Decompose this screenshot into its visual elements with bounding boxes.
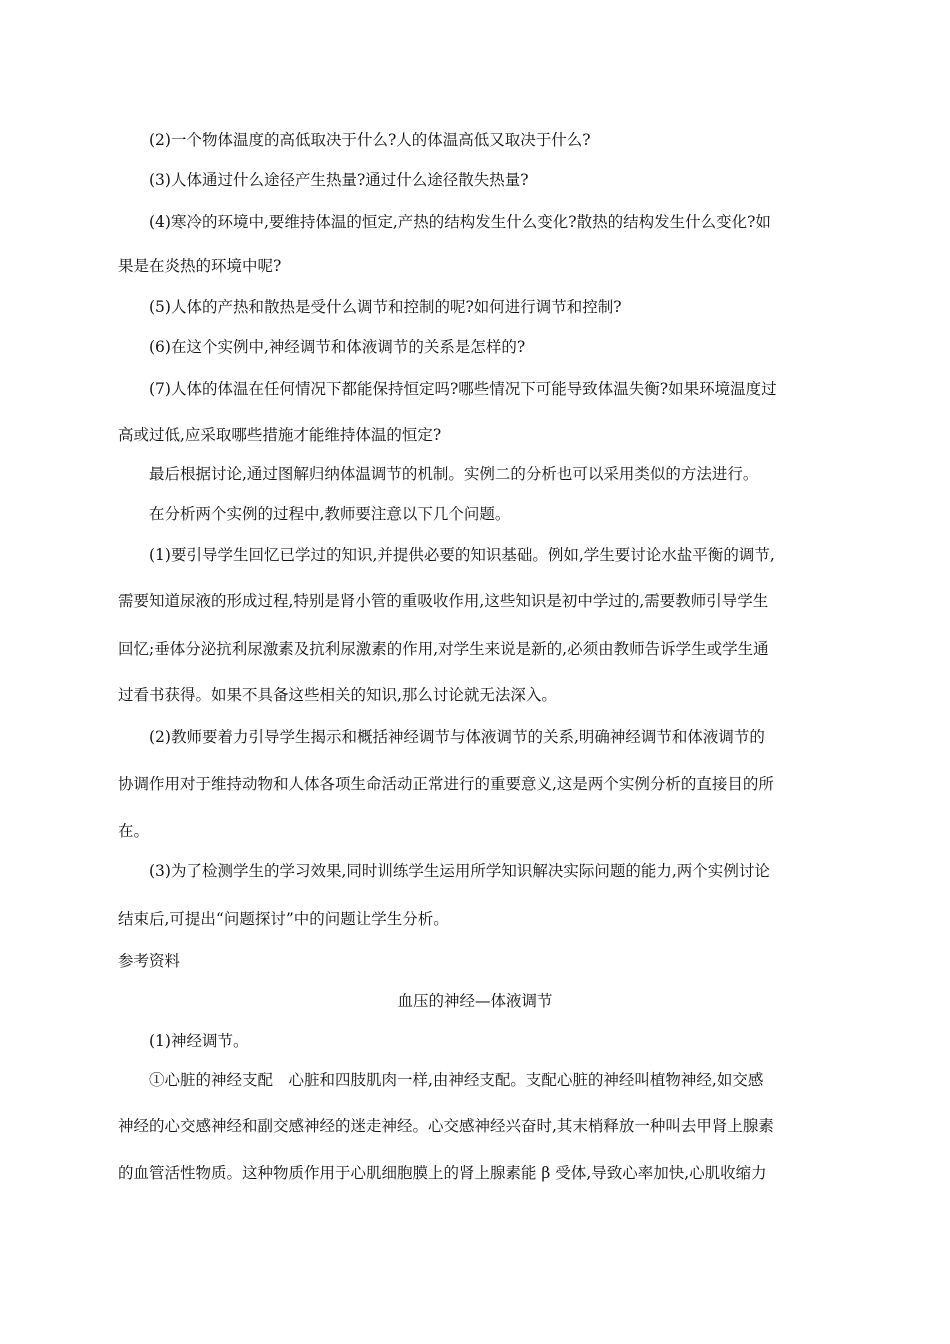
note-1-line-4: 过看书获得。如果不具备这些相关的知识,那么讨论就无法深入。 xyxy=(118,686,557,704)
question-6: (6)在这个实例中,神经调节和体液调节的关系是怎样的? xyxy=(149,338,526,356)
section-1-para-line-3: 的血管活性物质。这种物质作用于心肌细胞膜上的肾上腺素能 β 受体,导致心率加快,心肌收缩力 xyxy=(118,1164,767,1182)
note-2-line-1: (2)教师要着力引导学生揭示和概括神经调节与体液调节的关系,明确神经调节和体液调节的 xyxy=(149,728,765,746)
question-7-line-2: 高或过低,应采取哪些措施才能维持体温的恒定? xyxy=(118,426,442,444)
note-1-line-2: 需要知道尿液的形成过程,特别是肾小管的重吸收作用,这些知识是初中学过的,需要教师引导学生 xyxy=(118,592,769,610)
notes-intro: 在分析两个实例的过程中,教师要注意以下几个问题。 xyxy=(149,505,511,523)
reference-heading: 参考资料 xyxy=(118,952,181,970)
section-1-para-line-2: 神经的心交感神经和副交感神经的迷走神经。心交感神经兴奋时,其末梢释放一种叫去甲肾上腺素 xyxy=(118,1117,774,1135)
reference-title: 血压的神经—体液调节 xyxy=(397,992,553,1010)
section-1-para-line-1: ①心脏的神经支配 心脏和四肢肌肉一样,由神经支配。支配心脏的神经叫植物神经,如交感 xyxy=(149,1071,764,1089)
note-2-line-3: 在。 xyxy=(118,822,150,840)
question-4-line-1: (4)寒冷的环境中,要维持体温的恒定,产热的结构发生什么变化?散热的结构发生什么变化?如 xyxy=(149,213,771,231)
summary-paragraph: 最后根据讨论,通过图解归纳体温调节的机制。实例二的分析也可以采用类似的方法进行。 xyxy=(149,465,759,483)
note-3-line-2: 结束后,可提出“问题探讨”中的问题让学生分析。 xyxy=(118,910,449,928)
note-3-line-1: (3)为了检测学生的学习效果,同时训练学生运用所学知识解决实际问题的能力,两个实例讨论 xyxy=(149,862,770,880)
note-1-line-1: (1)要引导学生回忆已学过的知识,并提供必要的知识基础。例如,学生要讨论水盐平衡的调节, xyxy=(149,546,775,564)
question-3: (3)人体通过什么途径产生热量?通过什么途径散失热量? xyxy=(149,171,529,189)
note-2-line-2: 协调作用对于维持动物和人体各项生命活动正常进行的重要意义,这是两个实例分析的直接目的所 xyxy=(118,775,774,793)
question-5: (5)人体的产热和散热是受什么调节和控制的呢?如何进行调节和控制? xyxy=(149,298,622,316)
section-1-heading: (1)神经调节。 xyxy=(149,1032,249,1050)
question-7-line-1: (7)人体的体温在任何情况下都能保持恒定吗?哪些情况下可能导致体温失衡?如果环境温度过 xyxy=(149,380,777,398)
question-4-line-2: 果是在炎热的环境中呢? xyxy=(118,257,282,275)
note-1-line-3: 回忆;垂体分泌抗利尿激素及抗利尿激素的作用,对学生来说是新的,必须由教师告诉学生或学生通 xyxy=(118,640,769,658)
question-2: (2)一个物体温度的高低取决于什么?人的体温高低又取决于什么? xyxy=(149,131,591,149)
